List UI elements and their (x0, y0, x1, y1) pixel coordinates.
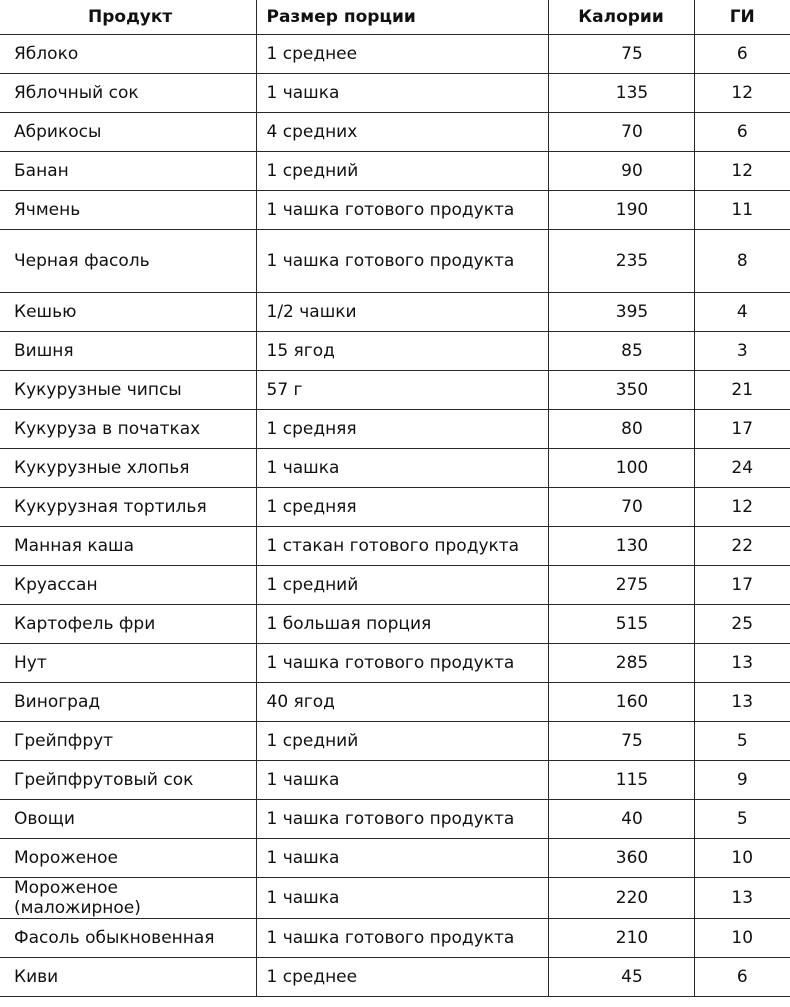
header-gi: ГИ (694, 0, 790, 35)
table-row (0, 527, 790, 566)
calories-cell: 275 (548, 566, 694, 605)
table-row (0, 371, 790, 410)
calories-cell: 75 (548, 722, 694, 761)
calories-cell: 85 (548, 332, 694, 371)
product-cell: Мороженое (маложирное) (0, 878, 256, 919)
product-cell: Вишня (0, 332, 256, 371)
gi-cell: 12 (694, 74, 790, 113)
product-cell: Кукурузные хлопья (0, 449, 256, 488)
table-row (0, 958, 790, 997)
calories-cell: 130 (548, 527, 694, 566)
gi-cell: 13 (694, 878, 790, 919)
product-cell: Мороженое (0, 839, 256, 878)
portion-cell: 1 чашка (256, 449, 548, 488)
table-row (0, 191, 790, 230)
portion-cell: 1 чашка (256, 761, 548, 800)
calories-cell: 210 (548, 919, 694, 958)
gi-cell: 25 (694, 605, 790, 644)
portion-cell: 1 средний (256, 152, 548, 191)
product-cell: Картофель фри (0, 605, 256, 644)
gi-cell: 10 (694, 839, 790, 878)
portion-cell: 1 чашка (256, 878, 548, 919)
portion-cell: 1 средний (256, 566, 548, 605)
header-portion: Размер порции (256, 0, 548, 35)
header-row (0, 0, 790, 35)
portion-cell: 1 чашка готового продукта (256, 191, 548, 230)
calories-cell: 285 (548, 644, 694, 683)
table-row (0, 878, 790, 919)
calories-cell: 45 (548, 958, 694, 997)
product-cell: Манная каша (0, 527, 256, 566)
product-cell: Фасоль обыкновенная (0, 919, 256, 958)
calories-cell: 350 (548, 371, 694, 410)
table-header (0, 0, 790, 35)
portion-cell: 1 чашка готового продукта (256, 230, 548, 293)
product-cell: Кукурузные чипсы (0, 371, 256, 410)
product-cell: Кукурузная тортилья (0, 488, 256, 527)
portion-cell: 40 ягод (256, 683, 548, 722)
header-product: Продукт (0, 0, 256, 35)
calories-cell: 515 (548, 605, 694, 644)
calories-cell: 70 (548, 113, 694, 152)
table-row (0, 152, 790, 191)
gi-cell: 9 (694, 761, 790, 800)
product-cell: Овощи (0, 800, 256, 839)
product-cell: Грейпфрутовый сок (0, 761, 256, 800)
portion-cell: 1 чашка готового продукта (256, 800, 548, 839)
table-row (0, 605, 790, 644)
table-row (0, 800, 790, 839)
table-row (0, 35, 790, 74)
gi-cell: 6 (694, 113, 790, 152)
product-cell: Яблоко (0, 35, 256, 74)
table-row (0, 332, 790, 371)
calories-cell: 395 (548, 293, 694, 332)
portion-cell: 1 большая порция (256, 605, 548, 644)
table-row (0, 488, 790, 527)
product-cell: Круассан (0, 566, 256, 605)
table-row (0, 722, 790, 761)
table-body (0, 35, 790, 997)
portion-cell: 1 средняя (256, 410, 548, 449)
portion-cell: 15 ягод (256, 332, 548, 371)
calories-cell: 40 (548, 800, 694, 839)
table-row (0, 410, 790, 449)
table-row (0, 74, 790, 113)
gi-cell: 12 (694, 152, 790, 191)
portion-cell: 1/2 чашки (256, 293, 548, 332)
portion-cell: 1 чашка (256, 74, 548, 113)
gi-cell: 12 (694, 488, 790, 527)
product-cell: Ячмень (0, 191, 256, 230)
calories-cell: 115 (548, 761, 694, 800)
product-cell: Грейпфрут (0, 722, 256, 761)
gi-cell: 10 (694, 919, 790, 958)
portion-cell: 57 г (256, 371, 548, 410)
gi-cell: 6 (694, 958, 790, 997)
portion-cell: 4 средних (256, 113, 548, 152)
product-cell: Кешью (0, 293, 256, 332)
gi-cell: 11 (694, 191, 790, 230)
gi-cell: 24 (694, 449, 790, 488)
portion-cell: 1 среднее (256, 958, 548, 997)
gi-cell: 17 (694, 410, 790, 449)
gi-cell: 3 (694, 332, 790, 371)
product-cell: Нут (0, 644, 256, 683)
calories-cell: 75 (548, 35, 694, 74)
calories-cell: 80 (548, 410, 694, 449)
gi-cell: 13 (694, 683, 790, 722)
gi-cell: 5 (694, 800, 790, 839)
calories-cell: 135 (548, 74, 694, 113)
calories-cell: 190 (548, 191, 694, 230)
product-cell: Черная фасоль (0, 230, 256, 293)
gi-cell: 6 (694, 35, 790, 74)
calories-cell: 100 (548, 449, 694, 488)
table-row (0, 113, 790, 152)
table-row (0, 644, 790, 683)
gi-cell: 13 (694, 644, 790, 683)
gi-cell: 5 (694, 722, 790, 761)
table-row (0, 919, 790, 958)
portion-cell: 1 чашка (256, 839, 548, 878)
table-row (0, 839, 790, 878)
product-cell: Банан (0, 152, 256, 191)
product-cell: Абрикосы (0, 113, 256, 152)
table-row (0, 230, 790, 293)
portion-cell: 1 стакан готового продукта (256, 527, 548, 566)
calories-cell: 360 (548, 839, 694, 878)
table-row (0, 761, 790, 800)
gi-cell: 22 (694, 527, 790, 566)
portion-cell: 1 средняя (256, 488, 548, 527)
calories-cell: 90 (548, 152, 694, 191)
calories-cell: 160 (548, 683, 694, 722)
table-row (0, 293, 790, 332)
gi-cell: 21 (694, 371, 790, 410)
calories-cell: 70 (548, 488, 694, 527)
header-calories: Калории (548, 0, 694, 35)
product-cell: Яблочный сок (0, 74, 256, 113)
portion-cell: 1 чашка готового продукта (256, 644, 548, 683)
table-row (0, 449, 790, 488)
portion-cell: 1 чашка готового продукта (256, 919, 548, 958)
calories-cell: 220 (548, 878, 694, 919)
portion-cell: 1 среднее (256, 35, 548, 74)
gi-cell: 8 (694, 230, 790, 293)
product-cell: Кукуруза в початках (0, 410, 256, 449)
table-row (0, 683, 790, 722)
calories-cell: 235 (548, 230, 694, 293)
product-cell: Виноград (0, 683, 256, 722)
table-row (0, 566, 790, 605)
product-cell: Киви (0, 958, 256, 997)
gi-cell: 4 (694, 293, 790, 332)
gi-cell: 17 (694, 566, 790, 605)
portion-cell: 1 средний (256, 722, 548, 761)
